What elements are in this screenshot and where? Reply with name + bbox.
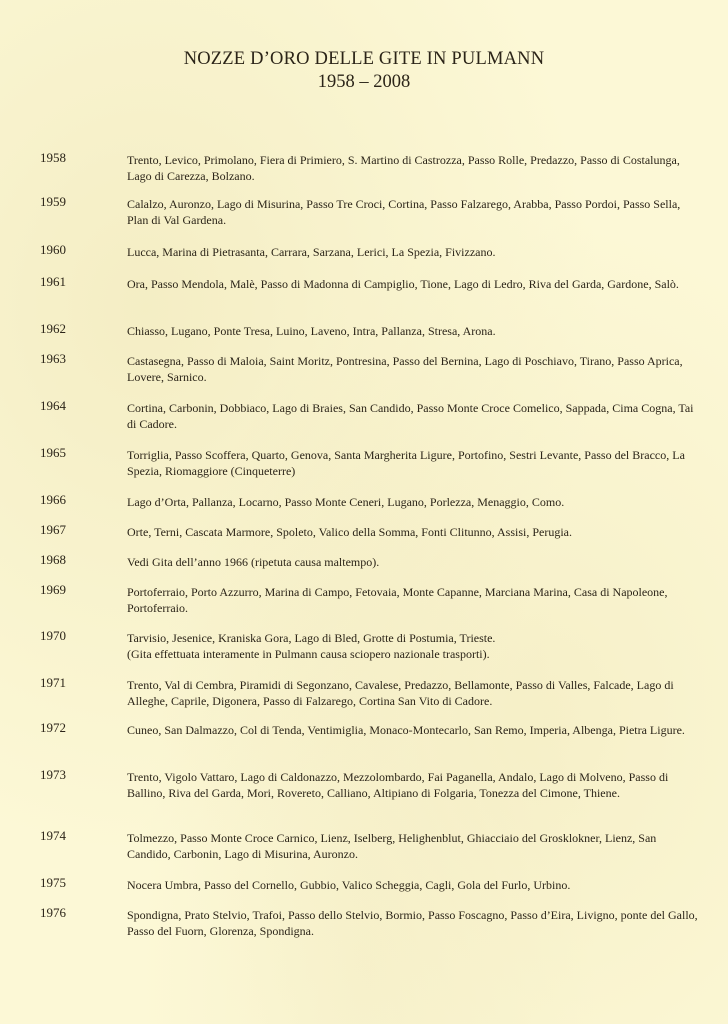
trip-year: 1960: [40, 242, 66, 257]
trip-year: 1969: [40, 582, 66, 597]
trip-destinations: Chiasso, Lugano, Ponte Tresa, Luino, Laveno, Intra, Pallanza, Stresa, Arona.: [127, 324, 496, 338]
trip-year: 1964: [40, 398, 66, 413]
trip-year: 1976: [40, 905, 66, 920]
trip-year: 1962: [40, 321, 66, 336]
trip-destinations: Cuneo, San Dalmazzo, Col di Tenda, Ventimiglia, Monaco-Montecarlo, San Remo, Imperia, Albenga, Pietra Ligure.: [127, 723, 685, 737]
trip-destinations: Cortina, Carbonin, Dobbiaco, Lago di Braies, San Candido, Passo Monte Croce Comelico, Sappada, Cima Cogna, Tai di Cadore.: [127, 401, 694, 431]
trip-destinations: Torriglia, Passo Scoffera, Quarto, Genova, Santa Margherita Ligure, Portofino, Sestri Levante, Passo del Bracco, La Spezia, Riomaggiore (Cinqueterre): [127, 448, 685, 478]
trip-year: 1970: [40, 628, 66, 643]
trip-destinations: Lucca, Marina di Pietrasanta, Carrara, Sarzana, Lerici, La Spezia, Fivizzano.: [127, 245, 496, 259]
trip-year: 1959: [40, 194, 66, 209]
trip-year: 1963: [40, 351, 66, 366]
trip-year: 1973: [40, 767, 66, 782]
trip-year: 1966: [40, 492, 66, 507]
trip-year: 1967: [40, 522, 66, 537]
trip-year: 1972: [40, 720, 66, 735]
trip-destinations: Vedi Gita dell’anno 1966 (ripetuta causa maltempo).: [127, 555, 380, 569]
trip-destinations: Tolmezzo, Passo Monte Croce Carnico, Lienz, Iselberg, Helighenblut, Ghiacciaio del Grosklokner, Lienz, San Candido, Carbonin, Lago di Misurina, Auronzo.: [127, 831, 657, 861]
trip-year: 1974: [40, 828, 66, 843]
document-title: NOZZE D’ORO DELLE GITE IN PULMANN: [183, 49, 545, 69]
trip-destinations: Calalzo, Auronzo, Lago di Misurina, Passo Tre Croci, Cortina, Passo Falzarego, Arabba, Passo Pordoi, Passo Sella, Plan di Val Gardena.: [127, 197, 681, 227]
trip-destinations: Trento, Levico, Primolano, Fiera di Primiero, S. Martino di Castrozza, Passo Rolle, Predazzo, Passo di Costalunga, Lago di Carezza, Bolzano.: [127, 153, 680, 183]
trip-destinations: Lago d’Orta, Pallanza, Locarno, Passo Monte Ceneri, Lugano, Porlezza, Menaggio, Como.: [127, 495, 565, 509]
trip-destinations: Nocera Umbra, Passo del Cornello, Gubbio, Valico Scheggia, Cagli, Gola del Furlo, Urbino.: [127, 878, 571, 892]
trip-year: 1965: [40, 445, 66, 460]
trip-destinations: Tarvisio, Jesenice, Kraniska Gora, Lago di Bled, Grotte di Postumia, Trieste. (Gita effettuata interamente in Pulmann causa sciopero nazionale trasporti).: [127, 631, 496, 661]
trip-destinations: Spondigna, Prato Stelvio, Trafoi, Passo dello Stelvio, Bormio, Passo Foscagno, Passo d’Eira, Livigno, ponte del Gallo, Passo del Fuorn, Glorenza, Spondigna.: [127, 908, 698, 938]
document-years-range: 1958 – 2008: [317, 72, 411, 92]
trip-destinations: Ora, Passo Mendola, Malè, Passo di Madonna di Campiglio, Tione, Lago di Ledro, Riva del Garda, Gardone, Salò.: [127, 277, 679, 291]
trip-year: 1968: [40, 552, 66, 567]
trip-destinations: Trento, Val di Cembra, Piramidi di Segonzano, Cavalese, Predazzo, Bellamonte, Passo di Valles, Falcade, Lago di Alleghe, Caprile, Digonera, Passo di Falzarego, Cortina San Vito di Cadore.: [127, 678, 674, 708]
trip-destinations: Orte, Terni, Cascata Marmore, Spoleto, Valico della Somma, Fonti Clitunno, Assisi, Perugia.: [127, 525, 572, 539]
trip-year: 1975: [40, 875, 66, 890]
trip-year: 1958: [40, 150, 66, 165]
trip-year: 1971: [40, 675, 66, 690]
trip-destinations: Trento, Vigolo Vattaro, Lago di Caldonazzo, Mezzolombardo, Fai Paganella, Andalo, Lago di Molveno, Passo di Ballino, Riva del Garda, Mori, Rovereto, Calliano, Altipiano di Folgaria, Tonezza del Cimone, Thiene.: [127, 770, 669, 800]
trip-year: 1961: [40, 274, 66, 289]
trip-destinations: Castasegna, Passo di Maloia, Saint Moritz, Pontresina, Passo del Bernina, Lago di Poschiavo, Tirano, Passo Aprica, Lovere, Sarnico.: [127, 354, 683, 384]
trip-destinations: Portoferraio, Porto Azzurro, Marina di Campo, Fetovaia, Monte Capanne, Marciana Marina, Casa di Napoleone, Portoferraio.: [127, 585, 668, 615]
document-header: [0, 48, 728, 94]
